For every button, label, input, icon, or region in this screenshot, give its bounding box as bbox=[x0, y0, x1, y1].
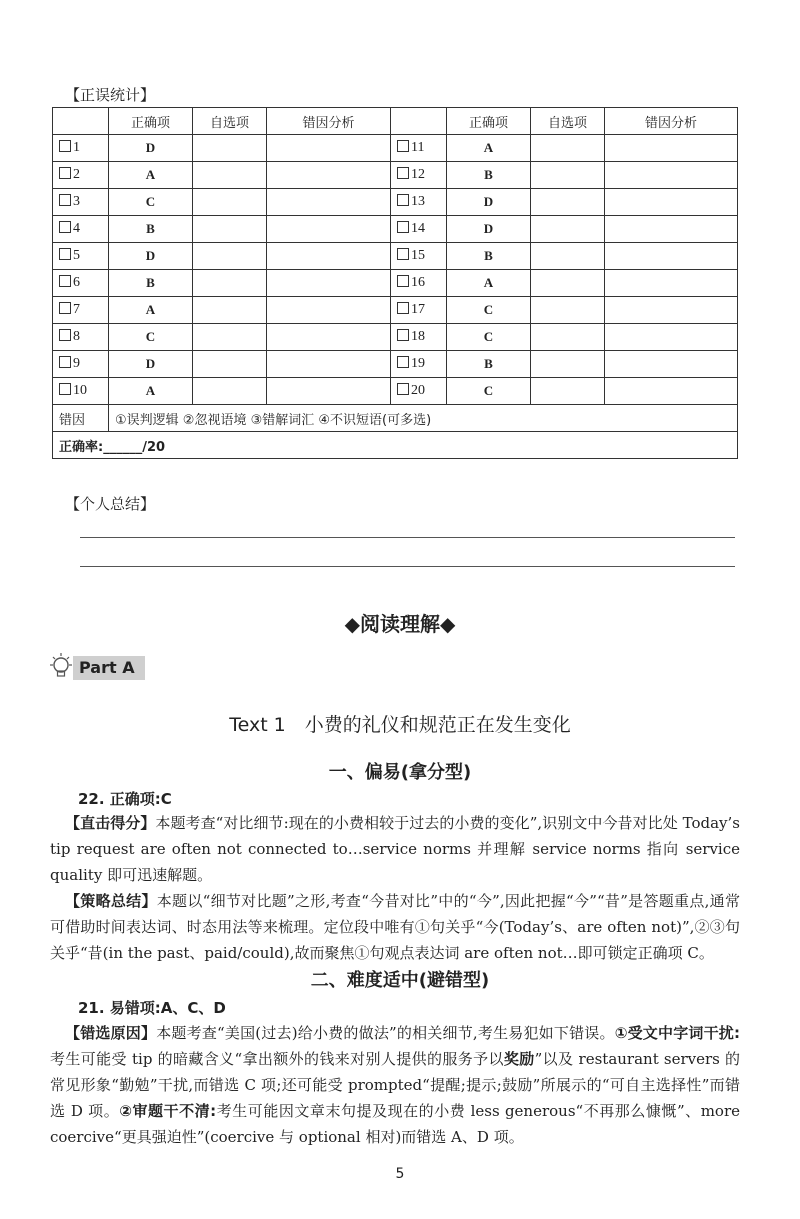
summary-label: 【个人总结】 bbox=[65, 495, 156, 513]
header-cell: 正确项 bbox=[109, 108, 193, 135]
wrong-reason-text-2: ”以及 restaurant servers 的常见形象“勤勉”干扰,而错选 C 项;还可能受 prompted“提醒;提示;鼓励”所展示的“可自主选择性”而错选 D 项。 bbox=[50, 1050, 740, 1120]
self-choice-cell bbox=[531, 297, 605, 324]
header-cell: 自选项 bbox=[193, 108, 267, 135]
table-row bbox=[53, 189, 738, 216]
direct-score-heading: 【直击得分】 bbox=[65, 814, 156, 832]
checkbox-icon[interactable] bbox=[397, 194, 409, 206]
self-choice-cell bbox=[193, 162, 267, 189]
direct-score-body: 本题考查“对比细节:现在的小费相较于过去的小费的变化”,识别文中今昔对比处 Today’s tip request are often not connected to…service norms 并理解 service norms 指向 service quality 即可迅速解题。 bbox=[50, 814, 740, 884]
self-choice-cell bbox=[193, 378, 267, 405]
self-choice-cell bbox=[531, 243, 605, 270]
question-cell bbox=[391, 351, 447, 378]
question-number: 3 bbox=[73, 194, 80, 209]
correct-answer-cell: C bbox=[447, 297, 531, 324]
table-row bbox=[53, 216, 738, 243]
question-number: 10 bbox=[73, 383, 87, 398]
self-choice-cell bbox=[193, 351, 267, 378]
error-analysis-cell bbox=[605, 324, 738, 351]
correct-answer-cell: A bbox=[109, 378, 193, 405]
question-number: 1 bbox=[73, 140, 80, 155]
question-number: 9 bbox=[73, 356, 80, 371]
question-cell bbox=[391, 243, 447, 270]
q22-answer: 22. 正确项:C bbox=[78, 790, 172, 808]
wrong-reason-text-3: 考生可能因文章末句提及现在的小费 less generous“不再那么慷慨”、more coercive“更具强迫性”(coercive 与 optional 相对)而错选 A、D 项。 bbox=[50, 1102, 740, 1146]
question-number: 8 bbox=[73, 329, 80, 344]
checkbox-icon[interactable] bbox=[397, 356, 409, 368]
self-choice-cell bbox=[193, 324, 267, 351]
correct-answer-cell: C bbox=[109, 189, 193, 216]
checkbox-icon[interactable] bbox=[397, 167, 409, 179]
header-cell bbox=[391, 108, 447, 135]
error-analysis-cell bbox=[605, 135, 738, 162]
question-cell bbox=[391, 162, 447, 189]
checkbox-icon[interactable] bbox=[59, 194, 71, 206]
table-row bbox=[53, 135, 738, 162]
table-row bbox=[53, 378, 738, 405]
question-cell bbox=[53, 297, 109, 324]
error-analysis-cell bbox=[267, 324, 391, 351]
table-row bbox=[53, 243, 738, 270]
self-choice-cell bbox=[193, 297, 267, 324]
checkbox-icon[interactable] bbox=[397, 248, 409, 260]
question-cell bbox=[53, 270, 109, 297]
paragraph-strategy bbox=[50, 888, 740, 966]
text-title: Text 1 小费的礼仪和规范正在发生变化 bbox=[229, 714, 571, 736]
paragraph-direct-score bbox=[50, 810, 740, 888]
table-header-row bbox=[53, 108, 738, 135]
error-analysis-cell bbox=[267, 378, 391, 405]
table-row bbox=[53, 351, 738, 378]
header-cell: 错因分析 bbox=[605, 108, 738, 135]
checkbox-icon[interactable] bbox=[59, 248, 71, 260]
header-cell bbox=[53, 108, 109, 135]
question-cell bbox=[53, 378, 109, 405]
self-choice-cell bbox=[193, 135, 267, 162]
self-choice-cell bbox=[531, 189, 605, 216]
checkbox-icon[interactable] bbox=[59, 221, 71, 233]
question-number: 7 bbox=[73, 302, 80, 317]
checkbox-icon[interactable] bbox=[59, 167, 71, 179]
self-choice-cell bbox=[531, 324, 605, 351]
question-number: 18 bbox=[411, 329, 425, 344]
self-choice-cell bbox=[193, 243, 267, 270]
strategy-body: 本题以“细节对比题”之形,考查“今昔对比”中的“今”,因此把握“今”“昔”是答题重点,通常可借助时间表达词、时态用法等来梳理。定位段中唯有①句关乎“今(Today’s、are often not)”,②③句关乎“昔(in the past、paid/could),故而聚焦①句观点表达词 are often not…即可锁定正确项 C。 bbox=[50, 892, 740, 962]
checkbox-icon[interactable] bbox=[397, 302, 409, 314]
question-number: 16 bbox=[411, 275, 425, 290]
correct-answer-cell: A bbox=[447, 135, 531, 162]
question-cell bbox=[391, 216, 447, 243]
header-cell: 自选项 bbox=[531, 108, 605, 135]
question-cell bbox=[53, 162, 109, 189]
wrong-reason-point-2: ②审题干不清: bbox=[119, 1102, 217, 1120]
subtitle-easy: 一、偏易(拿分型) bbox=[328, 762, 472, 783]
correct-answer-cell: B bbox=[109, 270, 193, 297]
wrong-reason-heading: 【错选原因】 bbox=[65, 1024, 157, 1042]
self-choice-cell bbox=[531, 216, 605, 243]
error-analysis-cell bbox=[605, 189, 738, 216]
wrong-reason-intro: 本题考查“美国(过去)给小费的做法”的相关细节,考生易犯如下错误。 bbox=[156, 1024, 615, 1042]
strategy-heading: 【策略总结】 bbox=[65, 892, 157, 910]
correct-answer-cell: A bbox=[447, 270, 531, 297]
checkbox-icon[interactable] bbox=[59, 356, 71, 368]
summary-line bbox=[80, 537, 735, 538]
question-number: 15 bbox=[411, 248, 425, 263]
question-number: 6 bbox=[73, 275, 80, 290]
self-choice-cell bbox=[193, 216, 267, 243]
checkbox-icon[interactable] bbox=[397, 221, 409, 233]
header-cell: 错因分析 bbox=[267, 108, 391, 135]
subtitle-medium: 二、难度适中(避错型) bbox=[310, 970, 490, 991]
question-cell bbox=[53, 216, 109, 243]
table-row bbox=[53, 270, 738, 297]
question-cell bbox=[53, 351, 109, 378]
question-cell bbox=[391, 135, 447, 162]
question-number: 14 bbox=[411, 221, 425, 236]
question-cell bbox=[391, 324, 447, 351]
error-analysis-cell bbox=[267, 297, 391, 324]
checkbox-icon[interactable] bbox=[397, 383, 409, 395]
checkbox-icon[interactable] bbox=[59, 302, 71, 314]
accuracy-text: 正确率:______/20 bbox=[53, 432, 738, 459]
correct-answer-cell: B bbox=[447, 243, 531, 270]
checkbox-icon[interactable] bbox=[397, 275, 409, 287]
correct-answer-cell: D bbox=[109, 243, 193, 270]
self-choice-cell bbox=[531, 351, 605, 378]
error-analysis-cell bbox=[605, 378, 738, 405]
error-analysis-cell bbox=[605, 243, 738, 270]
self-choice-cell bbox=[531, 270, 605, 297]
self-choice-cell bbox=[193, 270, 267, 297]
header-cell: 正确项 bbox=[447, 108, 531, 135]
correct-answer-cell: A bbox=[109, 297, 193, 324]
question-cell bbox=[53, 135, 109, 162]
self-choice-cell bbox=[531, 162, 605, 189]
correct-answer-cell: B bbox=[447, 162, 531, 189]
self-choice-cell bbox=[531, 135, 605, 162]
checkbox-icon[interactable] bbox=[59, 275, 71, 287]
paragraph-wrong-reason bbox=[50, 1020, 740, 1150]
error-analysis-cell bbox=[267, 162, 391, 189]
section-title: ◆阅读理解◆ bbox=[344, 612, 456, 636]
table-row bbox=[53, 324, 738, 351]
question-cell bbox=[391, 189, 447, 216]
checkbox-icon[interactable] bbox=[59, 140, 71, 152]
accuracy-row bbox=[53, 432, 738, 459]
stats-label: 【正误统计】 bbox=[65, 86, 156, 104]
checkbox-icon[interactable] bbox=[59, 329, 71, 341]
error-analysis-cell bbox=[605, 297, 738, 324]
table-row bbox=[53, 297, 738, 324]
correct-answer-cell: D bbox=[447, 189, 531, 216]
error-analysis-cell bbox=[267, 243, 391, 270]
stats-table bbox=[52, 107, 738, 459]
correct-answer-cell: C bbox=[447, 324, 531, 351]
summary-line bbox=[80, 566, 735, 567]
question-cell bbox=[391, 297, 447, 324]
lightbulb-icon bbox=[48, 652, 74, 684]
correct-answer-cell: B bbox=[447, 351, 531, 378]
correct-answer-cell: D bbox=[109, 351, 193, 378]
question-number: 4 bbox=[73, 221, 80, 236]
question-cell bbox=[53, 324, 109, 351]
table-row bbox=[53, 162, 738, 189]
question-cell bbox=[53, 189, 109, 216]
correct-answer-cell: B bbox=[109, 216, 193, 243]
correct-answer-cell: D bbox=[447, 216, 531, 243]
self-choice-cell bbox=[531, 378, 605, 405]
error-analysis-cell bbox=[267, 189, 391, 216]
error-analysis-cell bbox=[605, 351, 738, 378]
question-number: 17 bbox=[411, 302, 425, 317]
correct-answer-cell: C bbox=[109, 324, 193, 351]
wrong-reason-text-1: 考生可能受 tip 的暗藏含义“拿出额外的钱来对别人提供的服务予以 bbox=[50, 1050, 504, 1068]
error-options: ①误判逻辑 ②忽视语境 ③错解词汇 ④不识短语(可多选) bbox=[109, 405, 738, 432]
part-a-label: Part A bbox=[73, 656, 145, 680]
error-analysis-cell bbox=[605, 270, 738, 297]
question-number: 20 bbox=[411, 383, 425, 398]
checkbox-icon[interactable] bbox=[59, 383, 71, 395]
error-analysis-cell bbox=[267, 216, 391, 243]
question-number: 19 bbox=[411, 356, 425, 371]
error-label: 错因 bbox=[53, 405, 109, 432]
correct-answer-cell: C bbox=[447, 378, 531, 405]
error-analysis-cell bbox=[267, 270, 391, 297]
question-number: 2 bbox=[73, 167, 80, 182]
correct-answer-cell: A bbox=[109, 162, 193, 189]
error-analysis-cell bbox=[605, 162, 738, 189]
checkbox-icon[interactable] bbox=[397, 329, 409, 341]
error-analysis-cell bbox=[267, 351, 391, 378]
wrong-reason-keyword: 奖励 bbox=[503, 1050, 535, 1068]
self-choice-cell bbox=[193, 189, 267, 216]
page-number: 5 bbox=[395, 1166, 405, 1182]
question-number: 12 bbox=[411, 167, 425, 182]
question-number: 11 bbox=[411, 140, 425, 155]
checkbox-icon[interactable] bbox=[397, 140, 409, 152]
correct-answer-cell: D bbox=[109, 135, 193, 162]
question-number: 13 bbox=[411, 194, 425, 209]
question-cell bbox=[53, 243, 109, 270]
question-cell bbox=[391, 378, 447, 405]
error-analysis-cell bbox=[605, 216, 738, 243]
q21-answer: 21. 易错项:A、C、D bbox=[78, 999, 226, 1017]
wrong-reason-point-1: ①受文中字词干扰: bbox=[614, 1024, 740, 1042]
error-analysis-cell bbox=[267, 135, 391, 162]
question-number: 5 bbox=[73, 248, 80, 263]
question-cell bbox=[391, 270, 447, 297]
error-row bbox=[53, 405, 738, 432]
